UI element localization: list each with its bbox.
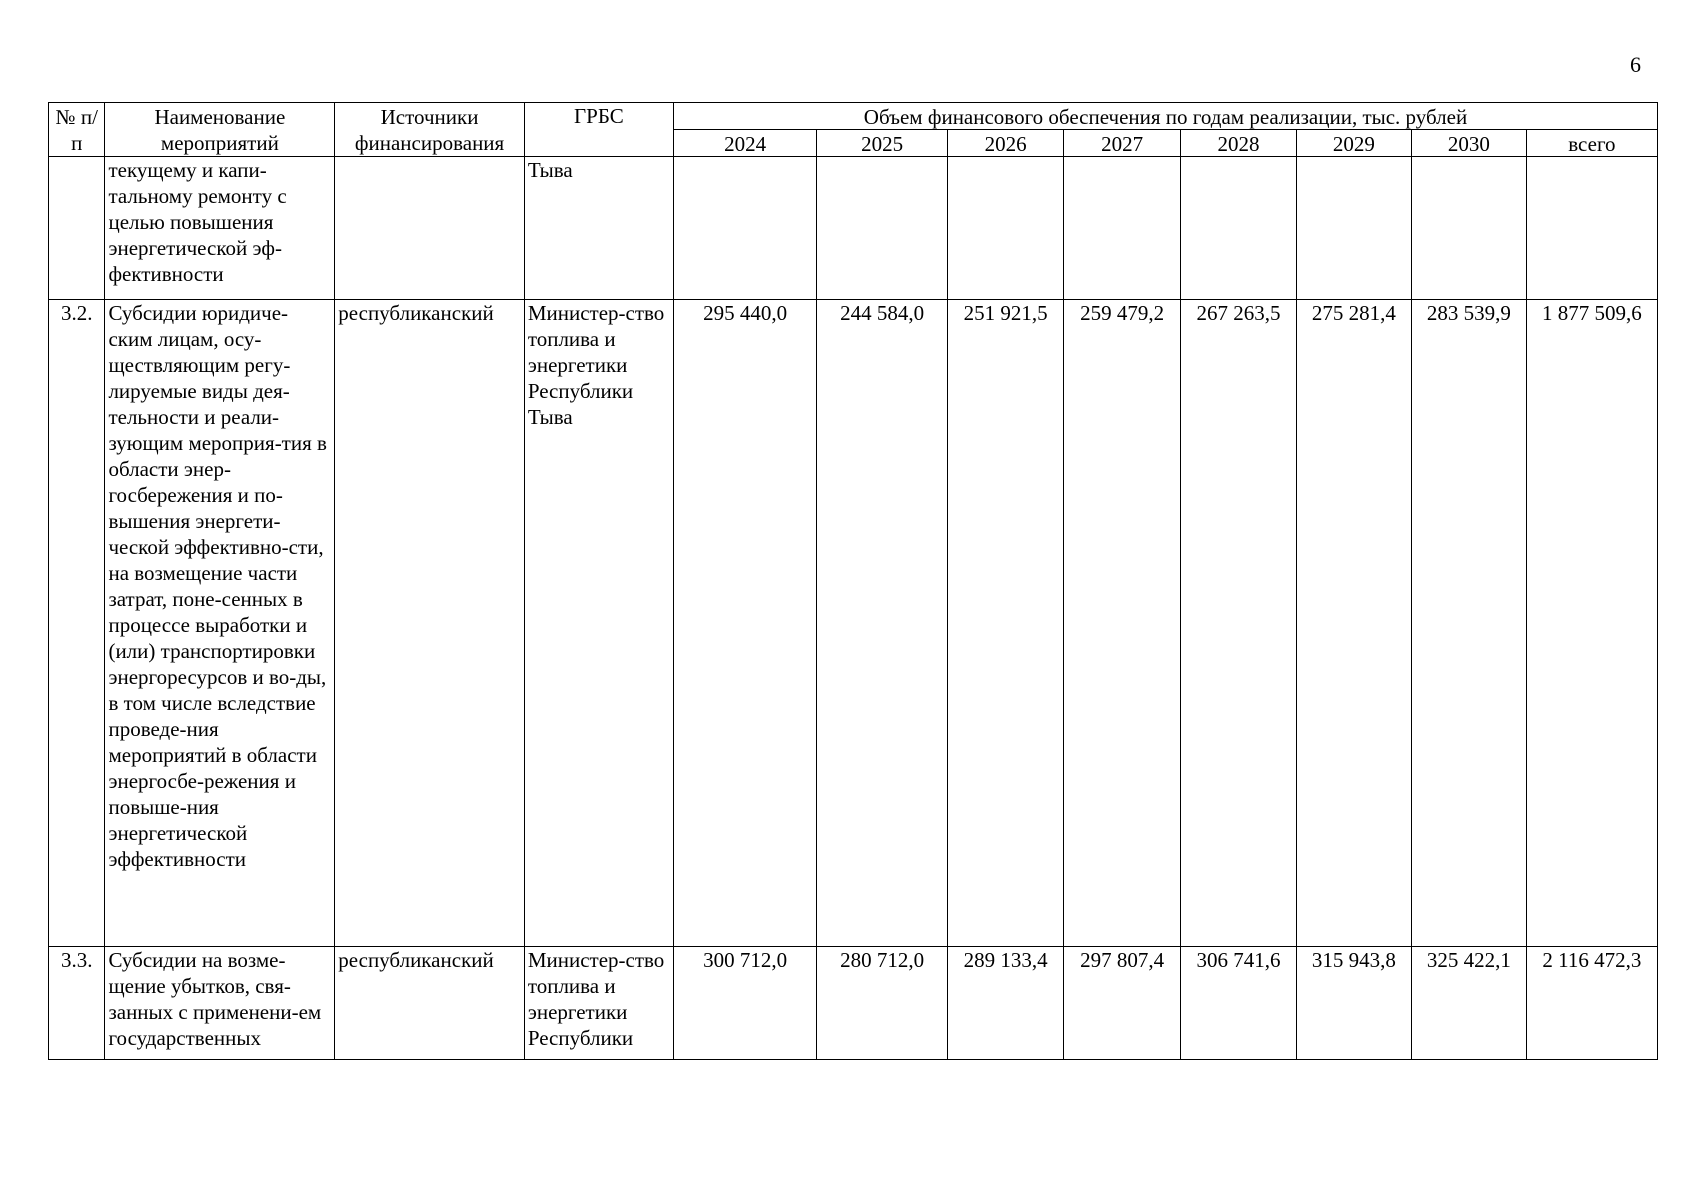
- value-2030: 325 422,1: [1411, 947, 1526, 1060]
- table-header: [49, 103, 1658, 157]
- value-2025: [817, 157, 948, 300]
- value-total: 2 116 472,3: [1526, 947, 1657, 1060]
- value-2027: [1064, 157, 1181, 300]
- header-total: всего: [1526, 130, 1657, 157]
- value-2024: [674, 157, 817, 300]
- value-2030: 283 539,9: [1411, 300, 1526, 947]
- value-2026: 251 921,5: [948, 300, 1064, 947]
- grbs: Министер-ство топлива и энергетики Республики: [524, 947, 673, 1060]
- value-2027: 259 479,2: [1064, 300, 1181, 947]
- value-2025: 280 712,0: [817, 947, 948, 1060]
- table-row: [49, 157, 1658, 300]
- funding-source: республиканский: [335, 300, 525, 947]
- value-2024: 300 712,0: [674, 947, 817, 1060]
- header-source: Источники финансирования: [335, 103, 525, 157]
- grbs: Тыва: [524, 157, 673, 300]
- header-name: Наименование мероприятий: [105, 103, 335, 157]
- header-num: № п/п: [49, 103, 105, 157]
- grbs: Министер-ство топлива и энергетики Республики Тыва: [524, 300, 673, 947]
- value-2029: 275 281,4: [1296, 300, 1411, 947]
- header-year: 2030: [1411, 130, 1526, 157]
- header-year: 2026: [948, 130, 1064, 157]
- header-year: 2024: [674, 130, 817, 157]
- table-row: [49, 947, 1658, 1060]
- value-2024: 295 440,0: [674, 300, 817, 947]
- measure-name: Субсидии юридиче-ским лицам, осу-ществляющим регу-лируемые виды дея-тельности и реали-зующим мероприя-тия в области энер-госбережения и по-вышения энергети-ческой эффективно-сти, на возмещение части затрат, поне-сенных в процессе выработки и (или) транспортировки энергоресурсов и во-ды, в том числе вследствие проведе-ния мероприятий в области энергосбе-режения и повыше-ния энергетической эффективности: [105, 300, 335, 947]
- value-2026: 289 133,4: [948, 947, 1064, 1060]
- measure-name: Субсидии на возме-щение убытков, свя-занных с применени-ем государственных: [105, 947, 335, 1060]
- row-number: [49, 157, 105, 300]
- header-year: 2029: [1296, 130, 1411, 157]
- value-2025: 244 584,0: [817, 300, 948, 947]
- row-number: 3.2.: [49, 300, 105, 947]
- value-total: 1 877 509,6: [1526, 300, 1657, 947]
- value-2027: 297 807,4: [1064, 947, 1181, 1060]
- page-number: 6: [1630, 52, 1641, 77]
- measure-name: текущему и капи-тальному ремонту с целью повышения энергетической эф-фективности: [105, 157, 335, 300]
- header-volume: Объем финансового обеспечения по годам реализации, тыс. рублей: [674, 103, 1658, 130]
- funding-source: [335, 157, 525, 300]
- value-2030: [1411, 157, 1526, 300]
- value-2028: 306 741,6: [1181, 947, 1297, 1060]
- header-year: 2027: [1064, 130, 1181, 157]
- value-total: [1526, 157, 1657, 300]
- header-year: 2028: [1181, 130, 1297, 157]
- table-row: [49, 300, 1658, 947]
- financing-table: [48, 102, 1658, 1060]
- header-grbs: ГРБС: [524, 103, 673, 157]
- value-2028: 267 263,5: [1181, 300, 1297, 947]
- value-2029: [1296, 157, 1411, 300]
- row-number: 3.3.: [49, 947, 105, 1060]
- value-2026: [948, 157, 1064, 300]
- value-2029: 315 943,8: [1296, 947, 1411, 1060]
- value-2028: [1181, 157, 1297, 300]
- header-year: 2025: [817, 130, 948, 157]
- funding-source: республиканский: [335, 947, 525, 1060]
